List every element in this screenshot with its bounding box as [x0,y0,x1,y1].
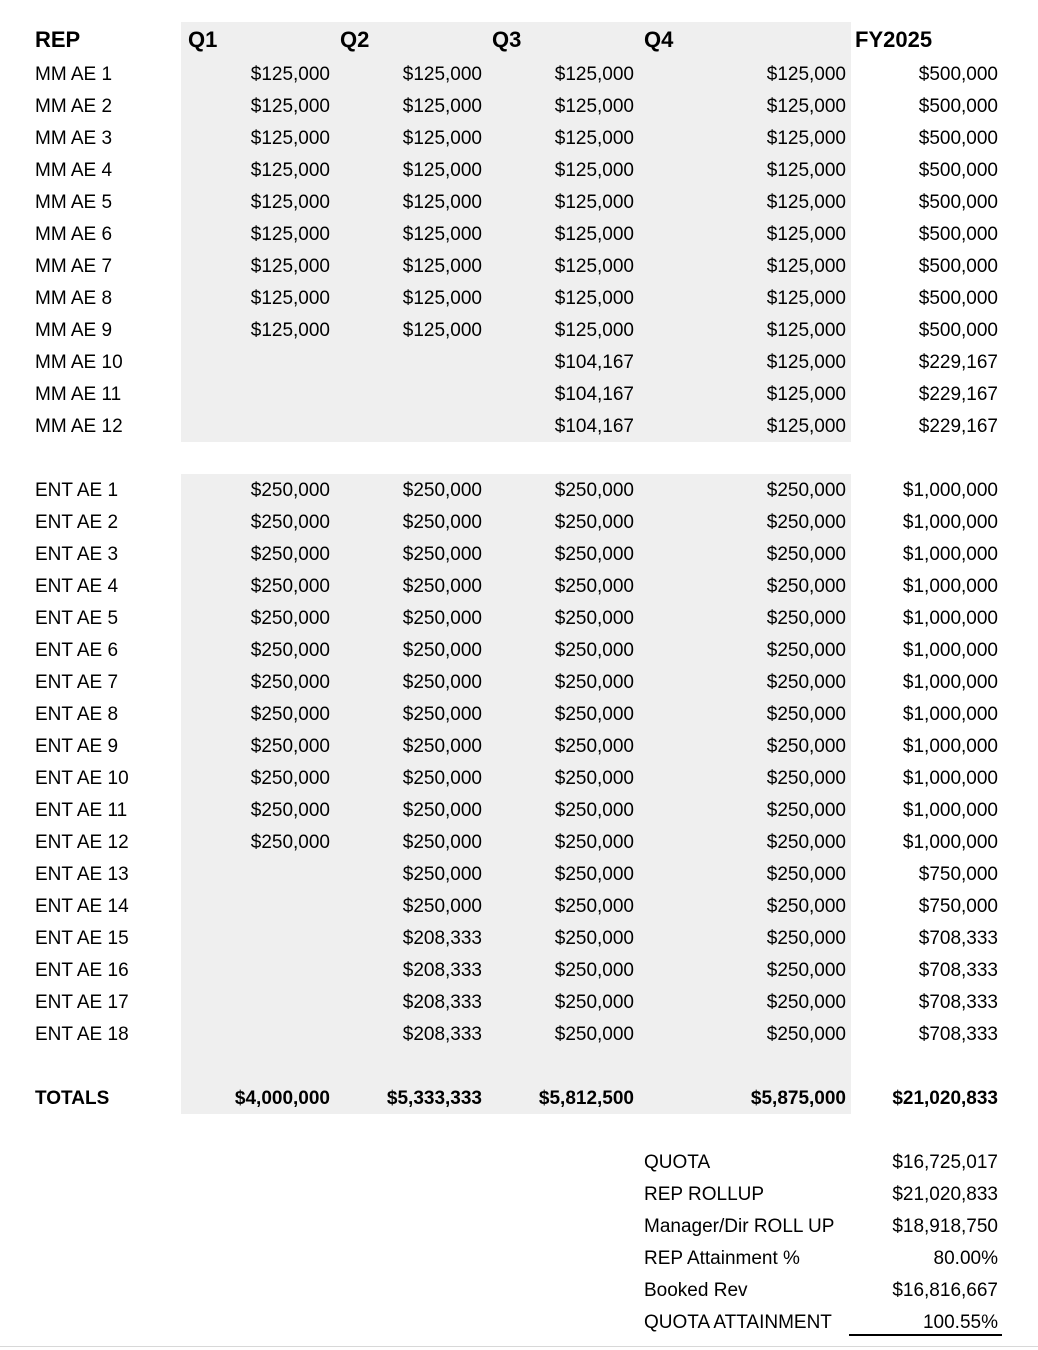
q2-value: $250,000 [402,704,482,725]
q2-value: $125,000 [402,64,482,85]
q2-value: $250,000 [402,512,482,533]
totals-q4: $5,875,000 [750,1088,846,1109]
q4-value: $250,000 [766,608,846,629]
q4-value: $250,000 [766,960,846,981]
q1-value [229,379,330,411]
rep-name: ENT AE 5 [35,608,119,629]
q4-value: $125,000 [766,256,846,277]
fy2025-value: $1,000,000 [902,608,998,629]
q2-value: $250,000 [402,864,482,885]
q2-value: $208,333 [402,928,482,949]
q2-value: $208,333 [402,960,482,981]
q3-value: $125,000 [554,320,634,341]
totals-q3: $5,812,500 [538,1088,634,1109]
header-q1: Q1 [188,27,218,52]
q2-value: $250,000 [402,736,482,757]
fy2025-value: $500,000 [918,320,998,341]
fy2025-value: $229,167 [918,384,998,405]
q4-value: $125,000 [766,352,846,373]
q2-value: $250,000 [402,672,482,693]
q4-value: $250,000 [766,672,846,693]
q4-value: $250,000 [766,800,846,821]
q1-value [229,923,330,955]
q3-value: $125,000 [554,64,634,85]
q3-value: $250,000 [554,832,634,853]
q3-value: $104,167 [554,416,634,437]
q1-value [229,1019,330,1051]
summary-label-booked-rev: Booked Rev [644,1280,748,1301]
summary-value-booked-rev: $16,816,667 [892,1280,998,1301]
q2-value [381,379,482,411]
summary-label-quota-attainment: QUOTA ATTAINMENT [644,1312,832,1333]
header-q2: Q2 [340,27,370,52]
rep-name: ENT AE 14 [35,896,129,917]
q2-value: $250,000 [402,768,482,789]
fy2025-value: $1,000,000 [902,832,998,853]
q4-value: $125,000 [766,96,846,117]
fy2025-value: $1,000,000 [902,736,998,757]
q4-value: $125,000 [766,384,846,405]
totals-q2: $5,333,333 [386,1088,482,1109]
q3-value: $250,000 [554,960,634,981]
q2-value: $125,000 [402,96,482,117]
rep-name: MM AE 10 [35,352,123,373]
fy2025-value: $708,333 [918,928,998,949]
fy2025-value: $708,333 [918,992,998,1013]
rep-name: ENT AE 3 [35,544,119,565]
q1-value [229,411,330,443]
fy2025-value: $708,333 [918,1024,998,1045]
q2-value: $208,333 [402,1024,482,1045]
header-fy2025: FY2025 [855,27,933,52]
fy2025-value: $229,167 [918,416,998,437]
totals-label: TOTALS [35,1088,110,1109]
fy2025-value: $500,000 [918,288,998,309]
q2-value: $125,000 [402,256,482,277]
q3-value: $250,000 [554,768,634,789]
q2-value: $208,333 [402,992,482,1013]
page-bottom-rule [0,1346,1038,1347]
rep-name: ENT AE 16 [35,960,129,981]
q4-value: $125,000 [766,64,846,85]
rep-name: ENT AE 13 [35,864,129,885]
q4-value: $125,000 [766,160,846,181]
q3-value: $125,000 [554,160,634,181]
q3-value: $250,000 [554,800,634,821]
fy2025-value: $1,000,000 [902,576,998,597]
summary-value-quota: $16,725,017 [892,1152,998,1173]
q1-value: $250,000 [250,800,330,821]
fy2025-value: $1,000,000 [902,544,998,565]
summary-value-quota-attainment: 100.55% [922,1312,998,1333]
rep-name: MM AE 5 [35,192,113,213]
summary-value-rep-rollup: $21,020,833 [892,1184,998,1205]
fy2025-value: $500,000 [918,256,998,277]
q3-value: $250,000 [554,1024,634,1045]
q3-value: $125,000 [554,192,634,213]
q4-value: $250,000 [766,896,846,917]
summary-value-manager-rollup: $18,918,750 [892,1216,998,1237]
q1-value: $250,000 [250,736,330,757]
rep-name: MM AE 7 [35,256,113,277]
rep-name: MM AE 12 [35,416,123,437]
rep-name: ENT AE 8 [35,704,119,725]
q4-value: $250,000 [766,576,846,597]
fy2025-value: $1,000,000 [902,768,998,789]
rep-name: MM AE 6 [35,224,113,245]
q4-value: $125,000 [766,416,846,437]
q1-value: $125,000 [250,64,330,85]
rep-name: ENT AE 11 [35,800,128,821]
q4-value: $125,000 [766,128,846,149]
q3-value: $125,000 [554,96,634,117]
q1-value: $250,000 [250,608,330,629]
fy2025-value: $1,000,000 [902,480,998,501]
summary-value-rep-attainment: 80.00% [933,1248,998,1269]
q2-value [381,347,482,379]
q1-value: $125,000 [250,160,330,181]
summary-label-rep-rollup: REP ROLLUP [644,1184,765,1205]
q3-value: $250,000 [554,896,634,917]
q2-value: $250,000 [402,800,482,821]
q3-value: $125,000 [554,256,634,277]
fy2025-value: $500,000 [918,64,998,85]
q3-value: $250,000 [554,704,634,725]
q2-value: $125,000 [402,224,482,245]
q1-value: $250,000 [250,640,330,661]
rep-name: ENT AE 7 [35,672,119,693]
rep-name: ENT AE 12 [35,832,129,853]
q1-value [229,859,330,891]
q4-value: $250,000 [766,832,846,853]
summary-label-manager-rollup: Manager/Dir ROLL UP [644,1216,835,1237]
q4-value: $250,000 [766,544,846,565]
q2-value: $125,000 [402,288,482,309]
q4-value: $250,000 [766,864,846,885]
rep-name: MM AE 11 [35,384,122,405]
q2-value: $250,000 [402,576,482,597]
fy2025-value: $500,000 [918,128,998,149]
rep-name: MM AE 3 [35,128,113,149]
fy2025-value: $1,000,000 [902,640,998,661]
rep-name: ENT AE 6 [35,640,119,661]
q1-value: $125,000 [250,288,330,309]
q1-value: $250,000 [250,512,330,533]
q1-value: $125,000 [250,192,330,213]
fy2025-value: $229,167 [918,352,998,373]
q1-value: $125,000 [250,256,330,277]
fy2025-value: $750,000 [918,896,998,917]
q3-value: $250,000 [554,992,634,1013]
q4-value: $250,000 [766,1024,846,1045]
rep-name: ENT AE 1 [35,480,119,501]
q3-value: $250,000 [554,608,634,629]
rep-name: MM AE 4 [35,160,113,181]
q4-value: $250,000 [766,512,846,533]
q2-value: $125,000 [402,160,482,181]
rep-name: ENT AE 4 [35,576,119,597]
q3-value: $250,000 [554,576,634,597]
q3-value: $250,000 [554,512,634,533]
q1-value: $125,000 [250,96,330,117]
q2-value: $250,000 [402,640,482,661]
q3-value: $250,000 [554,480,634,501]
fy2025-value: $500,000 [918,160,998,181]
q4-value: $125,000 [766,224,846,245]
q2-value: $125,000 [402,128,482,149]
q1-value: $250,000 [250,576,330,597]
totals-q1: $4,000,000 [234,1088,330,1109]
q4-value: $125,000 [766,320,846,341]
q1-value [229,955,330,987]
rep-name: ENT AE 18 [35,1024,129,1045]
rep-name: ENT AE 2 [35,512,119,533]
q1-value: $125,000 [250,128,330,149]
rep-name: ENT AE 9 [35,736,119,757]
q4-value: $250,000 [766,992,846,1013]
q2-value: $250,000 [402,544,482,565]
q3-value: $250,000 [554,640,634,661]
q3-value: $250,000 [554,864,634,885]
fy2025-value: $750,000 [918,864,998,885]
fy2025-value: $500,000 [918,192,998,213]
q2-value: $250,000 [402,896,482,917]
q3-value: $104,167 [554,352,634,373]
q3-value: $125,000 [554,128,634,149]
q3-value: $125,000 [554,288,634,309]
q1-value: $125,000 [250,320,330,341]
fy2025-value: $500,000 [918,96,998,117]
header-q4: Q4 [644,27,674,52]
fy2025-value: $1,000,000 [902,704,998,725]
q1-value: $250,000 [250,672,330,693]
fy2025-value: $500,000 [918,224,998,245]
fy2025-value: $1,000,000 [902,800,998,821]
fy2025-value: $1,000,000 [902,672,998,693]
q1-value: $250,000 [250,832,330,853]
header-rep: REP [35,27,81,52]
q2-value: $250,000 [402,480,482,501]
q4-value: $250,000 [766,640,846,661]
totals-fy2025: $21,020,833 [892,1088,998,1109]
q4-value: $125,000 [766,192,846,213]
q1-value: $125,000 [250,224,330,245]
fy2025-value: $1,000,000 [902,512,998,533]
q4-value: $250,000 [766,736,846,757]
q1-value: $250,000 [250,768,330,789]
rep-name: ENT AE 17 [35,992,129,1013]
header-q3: Q3 [492,27,522,52]
q1-value [229,987,330,1019]
rep-name: ENT AE 10 [35,768,129,789]
q2-value: $125,000 [402,192,482,213]
q1-value: $250,000 [250,704,330,725]
q4-value: $250,000 [766,704,846,725]
summary-label-quota: QUOTA [644,1152,711,1173]
rep-name: MM AE 1 [35,64,113,85]
q1-value: $250,000 [250,544,330,565]
q3-value: $125,000 [554,224,634,245]
q2-value [381,411,482,443]
q3-value: $250,000 [554,544,634,565]
q3-value: $250,000 [554,736,634,757]
quota-attainment-underline [849,1334,1002,1336]
q2-value: $125,000 [402,320,482,341]
rep-name: MM AE 8 [35,288,113,309]
q4-value: $125,000 [766,288,846,309]
q2-value: $250,000 [402,832,482,853]
q2-value: $250,000 [402,608,482,629]
q4-value: $250,000 [766,768,846,789]
q1-value [229,347,330,379]
q3-value: $104,167 [554,384,634,405]
q1-value: $250,000 [250,480,330,501]
rep-name: MM AE 9 [35,320,113,341]
q3-value: $250,000 [554,928,634,949]
fy2025-value: $708,333 [918,960,998,981]
rep-name: ENT AE 15 [35,928,129,949]
q1-value [229,891,330,923]
q4-value: $250,000 [766,480,846,501]
q3-value: $250,000 [554,672,634,693]
rep-name: MM AE 2 [35,96,113,117]
q4-value: $250,000 [766,928,846,949]
summary-label-rep-attainment: REP Attainment % [644,1248,800,1269]
